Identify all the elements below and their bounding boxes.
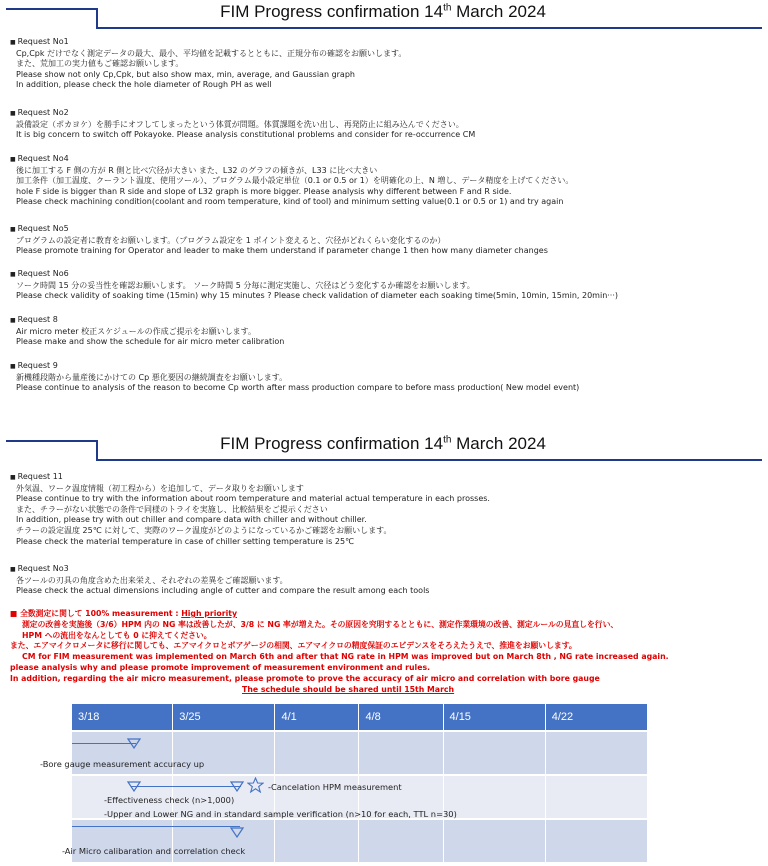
- week-column-header: 4/15: [443, 704, 545, 731]
- red-note-line: In addition, regarding the air micro measurement, please promote to prove the accuracy of air micro and correlation with bore gauge: [10, 673, 600, 683]
- request-title: Request No1: [17, 37, 69, 46]
- slide-2-header: [0, 432, 768, 462]
- header-underline: [96, 27, 762, 29]
- milestone-triangle-icon: [230, 781, 244, 792]
- week-column-header: 3/18: [72, 704, 173, 731]
- week-column-header: 4/8: [359, 704, 443, 731]
- request-line: Please check the actual dimensions including angle of cutter and compare the result among each tools: [16, 586, 430, 596]
- request-line: また、チラーがない状態での条件で同様のトライを実施し、比較結果をご提示ください: [16, 504, 328, 514]
- request-title: Request No3: [17, 564, 69, 573]
- bullet-icon: ■: [10, 271, 16, 278]
- request-title: Request No5: [17, 224, 69, 233]
- request-line: In addition, please check the hole diameter of Rough PH as well: [16, 80, 272, 90]
- request-line: Please continue to analysis of the reason to become Cp worth after mass production compare to before mass production( New model event): [16, 383, 580, 393]
- request-line: また、荒加工の実力値もご確認お願いします。: [16, 59, 184, 69]
- request-line: 新機種段階から量産後にかけての Cp 悪化要因の継続調査をお願いします。: [16, 372, 288, 382]
- milestone-triangle-icon: [127, 781, 141, 792]
- schedule-item-label: -Upper and Lower NG and in standard sample verification (n>10 for each, TTL n=30): [104, 809, 457, 819]
- week-column-header: 3/25: [173, 704, 275, 731]
- timeline-line: [72, 826, 240, 827]
- request-line: プログラムの設定者に教育をお願いします。（プログラム設定を 1 ポイント変えると、穴径がどれくらい変化するのか）: [16, 235, 446, 245]
- title-superscript: th: [443, 434, 452, 446]
- request-block: [10, 472, 766, 547]
- high-priority-label: High priority: [181, 609, 238, 618]
- red-note-line: please analysis why and please promote improvement of measurement environment and rules.: [10, 662, 431, 672]
- week-column-header: 4/1: [275, 704, 359, 731]
- bullet-icon: ■: [10, 156, 16, 163]
- bullet-icon: ■: [10, 474, 16, 481]
- title-date: March 2024: [451, 2, 546, 21]
- request-block: [10, 37, 766, 91]
- request-line: In addition, please try with out chiller and compare data with chiller and without chiller.: [16, 515, 367, 525]
- schedule-header-row: [72, 704, 648, 731]
- request-line: 後に加工する F 側の方が R 側と比べ穴径が大きい また、L32 のグラフの傾きが、L33 に比べ大きい: [16, 165, 378, 175]
- request-block: [10, 224, 766, 257]
- request-title: Request No4: [17, 154, 69, 163]
- request-block: [10, 269, 766, 302]
- measurement-heading: ■ 全数測定に関して 100% measurement :: [10, 609, 182, 618]
- schedule-deadline-note: The schedule should be shared until 15th March: [242, 684, 455, 694]
- milestone-triangle-icon: [230, 827, 244, 838]
- red-note-line: HPM への流出をなんとしても 0 に抑えてください。: [22, 630, 212, 640]
- request-line: ソーク時間 15 分の妥当性を確認お願いします。 ソーク時間 5 分毎に測定実施し、穴径はどう変化するか確認をお願いします。: [16, 280, 475, 290]
- request-title: Request 11: [17, 472, 63, 481]
- red-note-line: CM for FIM measurement was implemented on March 6th and after that NG rate in HPM was improved but on March 8th , NG rate increased again.: [22, 652, 669, 662]
- bullet-icon: ■: [10, 110, 16, 117]
- header-accent-bracket: [96, 440, 98, 460]
- request-line: 外気温、ワーク温度情報（初工程から）を追加して、データ取りをお願いします: [16, 483, 304, 493]
- request-line: Please show not only Cp,Cpk, but also show max, min, average, and Gaussian graph: [16, 69, 355, 79]
- request-block: [10, 564, 766, 597]
- request-line: 各ツールの刃具の角度含めた出来栄え、それぞれの差異をご確認願います。: [16, 575, 288, 585]
- request-block: [10, 154, 766, 208]
- request-line: Please check validity of soaking time (15min) why 15 minutes ? Please check validation of diameter each soaking time(5min, 10min, 15min, 20min···): [16, 291, 619, 301]
- measurement-priority-block: [10, 609, 768, 695]
- slide-1: [0, 0, 768, 420]
- header-accent-bracket: [96, 8, 98, 28]
- request-title: Request No6: [17, 269, 69, 278]
- request-line: Please continue to try with the information about room temperature and material actual temperature in each prosses.: [16, 494, 490, 504]
- bullet-icon: ■: [10, 363, 16, 370]
- title-date: March 2024: [451, 434, 546, 453]
- header-accent-line: [6, 440, 96, 442]
- request-title: Request 8: [17, 315, 58, 324]
- request-block: [10, 315, 766, 348]
- header-underline: [96, 459, 762, 461]
- request-line: It is big concern to switch off Pokayoke. Please analysis constitutional problems and consider for re-occurrence CM: [16, 130, 476, 140]
- bullet-icon: ■: [10, 226, 16, 233]
- schedule-item-label: -Effectiveness check (n>1,000): [104, 795, 235, 805]
- request-line: Please make and show the schedule for air micro meter calibration: [16, 337, 285, 347]
- request-line: Please promote training for Operator and leader to make them understand if parameter change 1 then how many diameter changes: [16, 246, 548, 256]
- week-column-header: 4/22: [545, 704, 647, 731]
- red-note-line: 測定の改善を実施後（3/6）HPM 内の NG 率は改善したが、3/8 に NG 率が増えた。その原因を究明するとともに、測定作業環境の改善、測定ルールの見直しを行い、: [22, 619, 619, 629]
- schedule-item-label: -Bore gauge measurement accuracy up: [40, 759, 205, 769]
- bullet-icon: ■: [10, 566, 16, 573]
- request-line: Cp,Cpk だけでなく測定データの最大、最小、平均値を記載するとともに、正規分布の確認をお願いします。: [16, 48, 407, 58]
- slide-1-title: [100, 2, 666, 22]
- slide-1-header: [0, 0, 768, 30]
- slide-2: [0, 432, 768, 866]
- milestone-triangle-icon: [127, 738, 141, 749]
- star-icon: [247, 777, 264, 793]
- request-line: Please check the material temperature in case of chiller setting temperature is 25℃: [16, 536, 355, 546]
- title-superscript: th: [443, 2, 452, 14]
- timeline-line: [131, 786, 241, 787]
- request-line: Air micro meter 校正スケジュールの作成ご提示をお願いします。: [16, 326, 256, 336]
- schedule-item-label: -Cancelation HPM measurement: [268, 782, 402, 792]
- request-line: Please check machining condition(coolant and room temperature, kind of tool) and minimum setting value(0.1 or 0.5 or 1) and try again: [16, 197, 564, 207]
- request-line: hole F side is bigger than R side and slope of L32 graph is more bigger. Please analysis why different between F and R side.: [16, 186, 512, 196]
- header-accent-line: [6, 8, 96, 10]
- title-text: FIM Progress confirmation 14: [220, 2, 444, 21]
- request-line: 加工条件（加工温度、クーラント温度、使用ツール）、プログラム最小設定単位（0.1 or 0.5 or 1）を明確化の上、N 増し、データ精度を上げてください。: [16, 176, 574, 186]
- request-title: Request No2: [17, 108, 69, 117]
- request-block: [10, 108, 766, 141]
- slide-2-title: [100, 434, 666, 454]
- bullet-icon: ■: [10, 39, 16, 46]
- request-line: チラーの設定温度 25℃ に対して、実際のワーク温度がどのようになっているかご確認をお願いします。: [16, 525, 392, 535]
- schedule-item-label: -Air Micro calibaration and correlation check: [62, 846, 246, 856]
- request-title: Request 9: [17, 361, 58, 370]
- request-line: 設備設定（ポカヨケ）を勝手にオフしてしまったという体質が問題。体質課題を洗い出し、再発防止に組み込んでください。: [16, 119, 464, 129]
- request-block: [10, 361, 766, 394]
- title-text: FIM Progress confirmation 14: [220, 434, 444, 453]
- bullet-icon: ■: [10, 317, 16, 324]
- red-note-line: また、エアマイクロメータに移行に関しても、エアマイクロとボアゲージの相関、エアマイクロの精度保証のエビデンスをそろえたうえで、推進をお願いします。: [10, 641, 577, 651]
